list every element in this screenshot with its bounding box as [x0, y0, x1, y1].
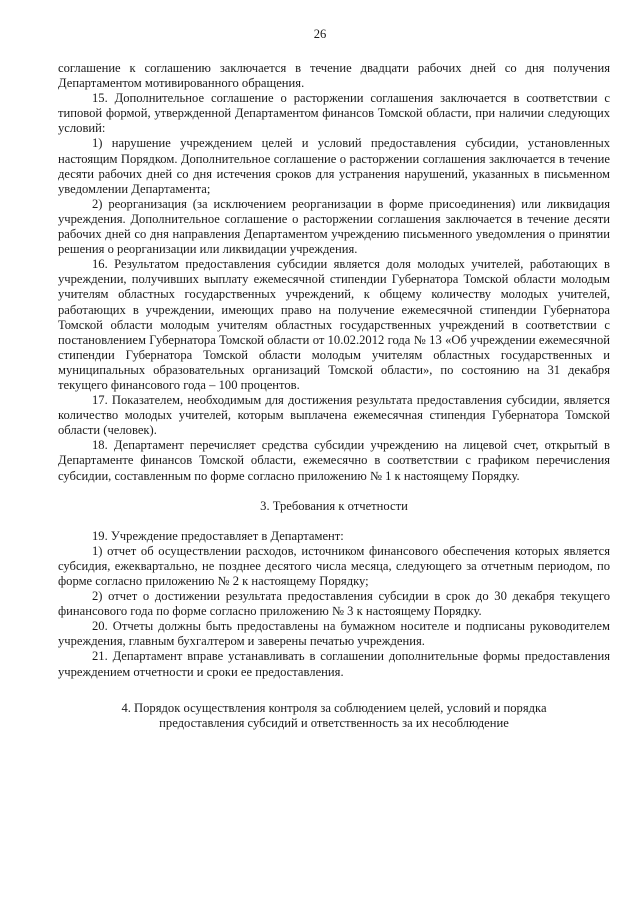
paragraph-19: 19. Учреждение предоставляет в Департамент:: [92, 528, 344, 543]
paragraph-21: 21. Департамент вправе устанавливать в соглашении дополнительные формы предоставления учреждением отчетности и сроки ее предоставления.: [58, 649, 610, 679]
paragraph-15: 15. Дополнительное соглашение о расторжении соглашения заключается в соответствии с типовой формой, утвержденной Департаментом финансов Томской области, при наличии следующих условий:: [58, 91, 610, 136]
page-number: 26: [313, 27, 327, 41]
paragraph-16: 16. Результатом предоставления субсидии является доля молодых учителей, работающих в учреждении, получивших выплату ежемесячной стипендии Губернатора Томской области молодым учителям областных государственных учреждений, к общему количеству молодых учителей, работающих в учреждении, имеющих право на получение ежемесячной стипендии Губернатора Томской области молодым учителям областных государственных учреждений в соответствии с постановлением Губернатора Томской области от 10.02.2012 года № 13 «Об учреждении ежемесячной стипендии Губернатора Томской области молодым учителям областных государственных и муниципальных образовательных организаций Томской области», по состоянию на 31 декабря текущего финансового года – 100 процентов.: [58, 257, 610, 392]
document-body: [58, 61, 610, 731]
paragraph-20: 20. Отчеты должны быть предоставлены на бумажном носителе и подписаны руководителем учреждения, главным бухгалтером и заверены печатью учреждения.: [58, 619, 610, 649]
paragraph-19-item-2: 2) отчет о достижении результата предоставления субсидии в срок до 30 декабря текущего финансового года по форме согласно приложению № 3 к настоящему Порядку.: [58, 589, 610, 619]
section-4-heading-line-2: предоставления субсидий и ответственность за их несоблюдение: [159, 715, 509, 730]
paragraph-continuation: соглашение к соглашению заключается в течение двадцати рабочих дней со дня получения Департаментом мотивированного обращения.: [58, 61, 610, 91]
section-4-heading-line-1: 4. Порядок осуществления контроля за соблюдением целей, условий и порядка: [121, 700, 547, 715]
paragraph-17: 17. Показателем, необходимым для достижения результата предоставления субсидии, является количество молодых учителей, которым выплачена ежемесячная стипендия Губернатора Томской области (человек).: [58, 393, 610, 438]
paragraph-15-item-2: 2) реорганизация (за исключением реорганизации в форме присоединения) или ликвидация учреждения. Дополнительное соглашение о расторжении соглашения заключается в течение десяти рабочих дней со дня направления Департаментом учреждению письменного уведомления о принятии решения о реорганизации или ликвидации учреждения.: [58, 196, 610, 257]
paragraph-19-item-1: 1) отчет об осуществлении расходов, источником финансового обеспечения которых является субсидия, ежеквартально, не позднее десятого числа месяца, следующего за отчетным периодом, по форме согласно приложению № 2 к настоящему Порядку;: [58, 543, 610, 588]
section-3-heading: 3. Требования к отчетности: [260, 498, 408, 513]
paragraph-18: 18. Департамент перечисляет средства субсидии учреждению на лицевой счет, открытый в Департаменте финансов Томской области, ежемесячно в соответствии с графиком перечисления субсидии, составленным по форме согласно приложению № 1 к настоящему Порядку.: [58, 438, 610, 483]
paragraph-15-item-1: 1) нарушение учреждением целей и условий предоставления субсидии, установленных настоящим Порядком. Дополнительное соглашение о расторжении соглашения заключается в течение десяти рабочих дней со дня истечения сроков для устранения нарушений, указанных в письменном уведомлении Департамента;: [58, 136, 610, 196]
